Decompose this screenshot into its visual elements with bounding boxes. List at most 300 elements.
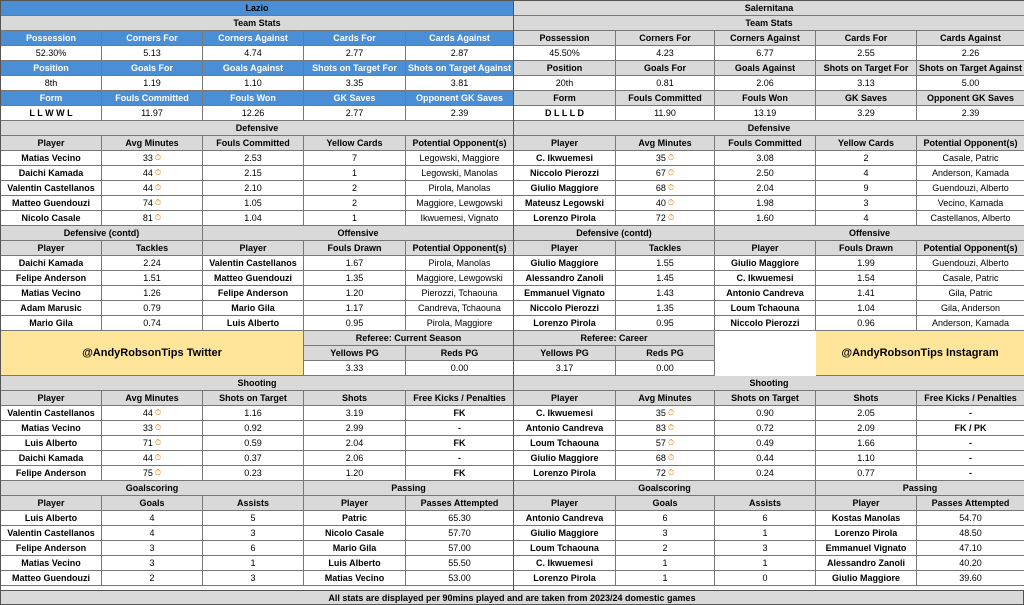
shooting-header — [917, 391, 1024, 406]
goalscoring-cell-text: Antonio Candreva — [525, 512, 604, 523]
defensive-cell — [203, 211, 304, 226]
passing-cell — [406, 571, 514, 586]
goalscoring-cell-text: 0 — [762, 572, 768, 583]
shooting-header — [304, 391, 406, 406]
offensive-cell-text: Guendouzi, Alberto — [932, 257, 1009, 268]
offensive-cell — [816, 301, 917, 316]
def-contd-header-text: Player — [550, 242, 579, 253]
shooting-cell — [514, 406, 616, 421]
offensive-cell-text: Maggiore, Lewgowski — [416, 272, 503, 283]
shooting-cell — [102, 406, 203, 421]
shooting-cell — [514, 421, 616, 436]
goalscoring-cell-text: 3 — [250, 527, 256, 538]
shooting-cell-text: 3.19 — [345, 407, 364, 418]
defensive-header — [917, 136, 1024, 151]
goalscoring-cell — [203, 526, 304, 541]
defensive-header — [406, 136, 514, 151]
goalscoring-heading — [514, 481, 816, 496]
stat-label-text: Fouls Won — [230, 92, 276, 103]
passing-cell-text: 57.00 — [448, 542, 471, 553]
def-contd-cell — [616, 286, 715, 301]
stat-label-text: Opponent GK Saves — [415, 92, 504, 103]
defensive-header — [514, 136, 616, 151]
shooting-header — [715, 391, 816, 406]
shooting-cell — [715, 466, 816, 481]
def-contd-cell-text: 1.51 — [143, 272, 161, 283]
passing-header-text: Player — [340, 497, 369, 508]
offensive-cell — [715, 316, 816, 331]
defensive-cell-text: 1.05 — [244, 197, 262, 208]
goalscoring-header — [514, 496, 616, 511]
shooting-header — [1, 391, 102, 406]
offensive-header — [304, 241, 406, 256]
shooting-cell-text: 1.66 — [857, 437, 875, 448]
defensive-cell-text: Castellanos, Alberto — [930, 212, 1011, 223]
shooting-cell — [715, 451, 816, 466]
stopwatch-icon: ⏱ — [154, 153, 162, 162]
goalscoring-cell-text: 4 — [149, 527, 155, 538]
offensive-cell-text: Pirola, Maggiore — [426, 317, 493, 328]
stat-value — [917, 76, 1024, 91]
shooting-cell — [616, 436, 715, 451]
salernitana-panel — [513, 0, 1024, 590]
offensive-header-text: Potential Opponent(s) — [412, 242, 507, 253]
defensive-cell-text: Niccolo Pierozzi — [529, 167, 600, 178]
shooting-cell-text: 33 — [142, 422, 153, 433]
stat-label — [514, 31, 616, 46]
def-contd-cell — [102, 256, 203, 271]
shooting-cell-text: FK — [453, 407, 466, 418]
goalscoring-cell-text: Matteo Guendouzi — [12, 572, 90, 583]
goalscoring-cell — [203, 511, 304, 526]
offensive-cell-text: 1.99 — [857, 257, 875, 268]
def-contd-cell — [616, 316, 715, 331]
defensive-cell — [816, 166, 917, 181]
def-contd-cell-text: Daichi Kamada — [18, 257, 84, 268]
defensive-cell-text: 4 — [863, 212, 869, 223]
defensive-cell — [406, 196, 514, 211]
stat-label — [1, 61, 102, 76]
defensive-cell — [715, 211, 816, 226]
shooting-cell-text: 35 — [655, 407, 666, 418]
referee-heading-text: Referee: Career — [580, 332, 648, 343]
stat-value — [406, 76, 514, 91]
def-contd-cell — [102, 301, 203, 316]
shooting-cell — [304, 436, 406, 451]
defensive-header — [304, 136, 406, 151]
defensive-cell-text: Matteo Guendouzi — [12, 197, 90, 208]
goalscoring-heading-text: Goalscoring — [125, 482, 179, 493]
offensive-cell-text: C. Ikwuemesi — [736, 272, 794, 283]
shooting-cell — [816, 451, 917, 466]
passing-cell — [816, 571, 917, 586]
goalscoring-header — [203, 496, 304, 511]
offensive-cell-text: Niccolo Pierozzi — [730, 317, 800, 328]
shooting-header-text: Avg Minutes — [638, 392, 692, 403]
def-contd-cell-text: Emmanuel Vignato — [524, 287, 605, 298]
stat-label-text: Shots on Target Against — [918, 62, 1022, 73]
stat-label-text: GK Saves — [844, 92, 888, 103]
goalscoring-cell-text: 1 — [250, 557, 256, 568]
defensive-cell-text: Giulio Maggiore — [530, 182, 599, 193]
defensive-cell-text: 3 — [863, 197, 869, 208]
stat-value — [203, 106, 304, 121]
offensive-cell — [816, 256, 917, 271]
shooting-cell — [406, 406, 514, 421]
shooting-cell-text: 0.44 — [756, 452, 774, 463]
goalscoring-cell-text: 6 — [662, 512, 668, 523]
passing-cell-text: Giulio Maggiore — [831, 572, 900, 583]
stat-label-text: Corners Against — [730, 32, 800, 43]
stat-value — [616, 46, 715, 61]
defensive-header-text: Potential Opponent(s) — [412, 137, 507, 148]
def-contd-cell-text: 0.74 — [143, 317, 161, 328]
stat-label — [203, 31, 304, 46]
shooting-cell — [616, 451, 715, 466]
stat-value — [715, 46, 816, 61]
shooting-cell-text: 0.77 — [857, 467, 875, 478]
def-contd-cell-text: Giulio Maggiore — [530, 257, 599, 268]
stat-value-text: 8th — [44, 77, 58, 88]
passing-cell-text: Alessandro Zanoli — [826, 557, 906, 568]
stat-label-text: Corners Against — [218, 32, 288, 43]
stat-value — [616, 106, 715, 121]
stopwatch-icon: ⏱ — [154, 423, 162, 432]
stat-label — [514, 91, 616, 106]
defensive-header-text: Fouls Committed — [216, 137, 290, 148]
def-contd-cell-text: Niccolo Pierozzi — [529, 302, 600, 313]
passing-cell — [816, 556, 917, 571]
goalscoring-cell-text: 3 — [250, 572, 256, 583]
def-contd-header — [1, 241, 102, 256]
shooting-heading — [514, 376, 1024, 391]
stat-value-text: 0.81 — [656, 77, 674, 88]
defensive-cell — [102, 211, 203, 226]
passing-cell-text: 57.70 — [448, 527, 471, 538]
def-contd-header — [102, 241, 203, 256]
stat-label — [304, 31, 406, 46]
defensive-cell — [616, 196, 715, 211]
defensive-cell — [102, 181, 203, 196]
shooting-cell — [514, 451, 616, 466]
stopwatch-icon: ⏱ — [667, 438, 675, 447]
defensive-cell-text: 1 — [351, 167, 357, 178]
shooting-cell — [715, 436, 816, 451]
offensive-heading — [715, 226, 1024, 241]
shooting-header-text: Shots — [853, 392, 879, 403]
offensive-cell — [816, 286, 917, 301]
shooting-header — [816, 391, 917, 406]
stat-label-text: Position — [546, 62, 583, 73]
defensive-cell — [1, 151, 102, 166]
stat-label — [715, 91, 816, 106]
shooting-header — [406, 391, 514, 406]
stat-value-text: 45.50% — [549, 47, 580, 58]
stat-value — [514, 46, 616, 61]
shooting-header-text: Shots — [341, 392, 367, 403]
stat-label-text: Fouls Won — [742, 92, 788, 103]
passing-cell — [304, 541, 406, 556]
defensive-cell-text: 7 — [351, 152, 357, 163]
shooting-cell-text: Antonio Candreva — [525, 422, 604, 433]
offensive-cell — [406, 286, 514, 301]
defensive-cell — [715, 151, 816, 166]
stat-label — [406, 61, 514, 76]
shooting-cell — [1, 451, 102, 466]
defensive-cell — [1, 196, 102, 211]
defensive-contd-heading-text: Defensive (contd) — [576, 227, 652, 238]
defensive-cell-text: 2 — [351, 182, 357, 193]
offensive-heading-text: Offensive — [337, 227, 379, 238]
stat-label-text: Shots on Target For — [312, 62, 397, 73]
defensive-cell-text: Daichi Kamada — [18, 167, 84, 178]
referee-header-text: Yellows PG — [540, 347, 589, 358]
defensive-cell-text: 4 — [863, 167, 869, 178]
shooting-heading-text: Shooting — [237, 377, 277, 388]
defensive-cell-text: Lorenzo Pirola — [533, 212, 596, 223]
shooting-cell — [304, 421, 406, 436]
defensive-cell — [514, 151, 616, 166]
stat-label — [102, 31, 203, 46]
defensive-cell-text: 2.15 — [244, 167, 262, 178]
stat-label — [917, 61, 1024, 76]
goalscoring-cell — [715, 541, 816, 556]
offensive-cell-text: Gila, Anderson — [940, 302, 1001, 313]
defensive-header-text: Yellow Cards — [837, 137, 895, 148]
stat-value-text: 11.97 — [141, 107, 163, 118]
offensive-header — [715, 241, 816, 256]
shooting-cell-text: Loum Tchaouna — [530, 437, 599, 448]
stat-value-text: 3.35 — [345, 77, 364, 88]
shooting-cell-text: 0.37 — [244, 452, 262, 463]
stat-value — [616, 76, 715, 91]
goalscoring-cell — [102, 571, 203, 586]
goalscoring-heading — [1, 481, 304, 496]
stat-value-text: 2.77 — [345, 47, 364, 58]
goalscoring-cell — [1, 571, 102, 586]
offensive-cell-text: Gila, Patric — [948, 287, 993, 298]
shooting-cell-text: Daichi Kamada — [18, 452, 84, 463]
stopwatch-icon: ⏱ — [154, 468, 162, 477]
def-contd-cell — [616, 271, 715, 286]
defensive-contd-heading-text: Defensive (contd) — [63, 227, 140, 238]
defensive-cell-text: 2.10 — [244, 182, 262, 193]
stat-label — [406, 31, 514, 46]
shooting-cell — [1, 406, 102, 421]
shooting-cell — [715, 406, 816, 421]
goalscoring-cell — [203, 571, 304, 586]
goalscoring-cell — [102, 556, 203, 571]
offensive-cell — [203, 301, 304, 316]
defensive-header-text: Avg Minutes — [125, 137, 179, 148]
defensive-cell — [1, 181, 102, 196]
team-title-text: Lazio — [245, 2, 269, 13]
offensive-cell — [304, 256, 406, 271]
defensive-cell — [203, 166, 304, 181]
def-contd-cell-text: 1.43 — [656, 287, 674, 298]
shooting-cell-text: 71 — [142, 437, 153, 448]
stat-value — [304, 106, 406, 121]
defensive-cell-text: Pirola, Manolas — [428, 182, 491, 193]
team-stats-heading-text: Team Stats — [233, 17, 281, 28]
shooting-cell-text: Felipe Anderson — [15, 467, 87, 478]
goalscoring-cell — [514, 556, 616, 571]
defensive-cell — [715, 196, 816, 211]
stat-value — [102, 76, 203, 91]
shooting-cell — [816, 421, 917, 436]
offensive-cell — [917, 286, 1024, 301]
goalscoring-cell-text: Valentin Castellanos — [7, 527, 95, 538]
goalscoring-cell — [715, 556, 816, 571]
stat-value — [203, 76, 304, 91]
defensive-cell-text: Anderson, Kamada — [931, 167, 1010, 178]
goalscoring-cell-text: Loum Tchaouna — [530, 542, 599, 553]
defensive-cell — [406, 181, 514, 196]
offensive-cell — [406, 271, 514, 286]
def-contd-cell — [514, 256, 616, 271]
stat-label — [1, 31, 102, 46]
stat-label-text: Cards For — [333, 32, 376, 43]
goalscoring-cell-text: 3 — [662, 527, 668, 538]
shooting-cell — [406, 451, 514, 466]
goalscoring-header — [102, 496, 203, 511]
defensive-cell-text: Valentin Castellanos — [7, 182, 95, 193]
offensive-cell — [715, 301, 816, 316]
defensive-cell-text: Guendouzi, Alberto — [932, 182, 1009, 193]
stopwatch-icon: ⏱ — [667, 183, 675, 192]
defensive-cell-text: 2 — [351, 197, 357, 208]
def-contd-header-text: Tackles — [648, 242, 682, 253]
def-contd-header-text: Player — [37, 242, 65, 253]
offensive-header — [203, 241, 304, 256]
shooting-cell — [514, 466, 616, 481]
shooting-cell — [1, 421, 102, 436]
shooting-cell — [514, 436, 616, 451]
defensive-cell — [917, 151, 1024, 166]
defensive-cell-text: 81 — [142, 212, 153, 223]
shooting-cell-text: Giulio Maggiore — [530, 452, 599, 463]
passing-header-text: Passes Attempted — [420, 497, 499, 508]
shooting-heading — [1, 376, 514, 391]
offensive-cell-text: Casale, Patric — [942, 272, 999, 283]
def-contd-cell — [1, 316, 102, 331]
shooting-header — [616, 391, 715, 406]
shooting-cell-text: 0.49 — [756, 437, 774, 448]
offensive-cell — [816, 271, 917, 286]
defensive-cell-text: 44 — [142, 167, 153, 178]
referee-header — [406, 346, 514, 361]
stat-value-text: 1.19 — [143, 77, 161, 88]
passing-cell-text: Patric — [341, 512, 367, 523]
defensive-cell — [616, 211, 715, 226]
stat-label — [816, 61, 917, 76]
shooting-cell-text: 68 — [655, 452, 666, 463]
shooting-cell-text: - — [969, 407, 972, 418]
passing-cell-text: 54.70 — [959, 512, 982, 523]
offensive-header-text: Fouls Drawn — [327, 242, 382, 253]
def-contd-cell — [1, 301, 102, 316]
passing-cell-text: Nicolo Casale — [324, 527, 385, 538]
shooting-cell — [917, 466, 1024, 481]
defensive-cell — [816, 196, 917, 211]
goalscoring-cell-text: 2 — [149, 572, 155, 583]
stat-value — [816, 106, 917, 121]
stat-value-text: 1.10 — [244, 77, 262, 88]
stat-label-text: GK Saves — [333, 92, 376, 103]
shooting-cell-text: - — [458, 452, 461, 463]
social-promo — [1, 331, 304, 376]
stat-label-text: Cards Against — [429, 32, 490, 43]
stat-label-text: Form — [39, 92, 63, 103]
offensive-cell — [304, 271, 406, 286]
def-contd-cell-text: Felipe Anderson — [15, 272, 87, 283]
goalscoring-cell-text: 5 — [250, 512, 256, 523]
def-contd-cell — [102, 271, 203, 286]
goalscoring-header-text: Assists — [236, 497, 270, 508]
defensive-cell-text: 1 — [351, 212, 357, 223]
goalscoring-cell — [203, 541, 304, 556]
defensive-cell-text: 33 — [142, 152, 153, 163]
def-contd-cell — [1, 271, 102, 286]
stat-value-text: 52.30% — [35, 47, 67, 58]
offensive-heading-text: Offensive — [848, 227, 890, 238]
def-contd-cell — [616, 301, 715, 316]
referee-value-text: 3.33 — [345, 362, 364, 373]
goalscoring-cell — [102, 541, 203, 556]
offensive-header — [406, 241, 514, 256]
shooting-header-text: Player — [550, 392, 579, 403]
offensive-cell-text: Mario Gila — [231, 302, 275, 313]
shooting-cell-text: 1.10 — [857, 452, 875, 463]
defensive-cell-text: 44 — [142, 182, 153, 193]
offensive-cell — [917, 316, 1024, 331]
stat-label — [304, 91, 406, 106]
shooting-cell — [816, 406, 917, 421]
stat-label-text: Position — [33, 62, 69, 73]
def-contd-cell — [514, 286, 616, 301]
defensive-cell-text: Ikwuemesi, Vignato — [420, 212, 499, 223]
stopwatch-icon: ⏱ — [154, 213, 162, 222]
defensive-cell-text: 2.53 — [244, 152, 262, 163]
offensive-cell-text: Anderson, Kamada — [931, 317, 1010, 328]
defensive-cell-text: 35 — [655, 152, 666, 163]
shooting-cell — [203, 466, 304, 481]
passing-cell — [917, 556, 1024, 571]
defensive-cell — [406, 166, 514, 181]
referee-header — [616, 346, 715, 361]
defensive-heading-text: Defensive — [235, 122, 279, 133]
stopwatch-icon: ⏱ — [154, 198, 162, 207]
shooting-cell — [917, 451, 1024, 466]
shooting-cell-text: 2.05 — [857, 407, 875, 418]
defensive-cell — [514, 196, 616, 211]
defensive-cell — [304, 181, 406, 196]
def-contd-cell — [102, 286, 203, 301]
stat-label — [816, 91, 917, 106]
stat-value — [715, 106, 816, 121]
offensive-cell-text: Candreva, Tchaouna — [418, 302, 501, 313]
defensive-contd-heading — [1, 226, 203, 241]
defensive-header — [616, 136, 715, 151]
offensive-cell-text: Giulio Maggiore — [730, 257, 799, 268]
shooting-cell-text: 1.20 — [345, 467, 364, 478]
shooting-cell-text: Valentin Castellanos — [7, 407, 95, 418]
def-contd-cell-text: 0.95 — [656, 317, 674, 328]
stat-label-text: Cards For — [844, 32, 888, 43]
stat-label-text: Corners For — [639, 32, 691, 43]
goalscoring-cell-text: Giulio Maggiore — [530, 527, 599, 538]
goalscoring-cell — [616, 571, 715, 586]
